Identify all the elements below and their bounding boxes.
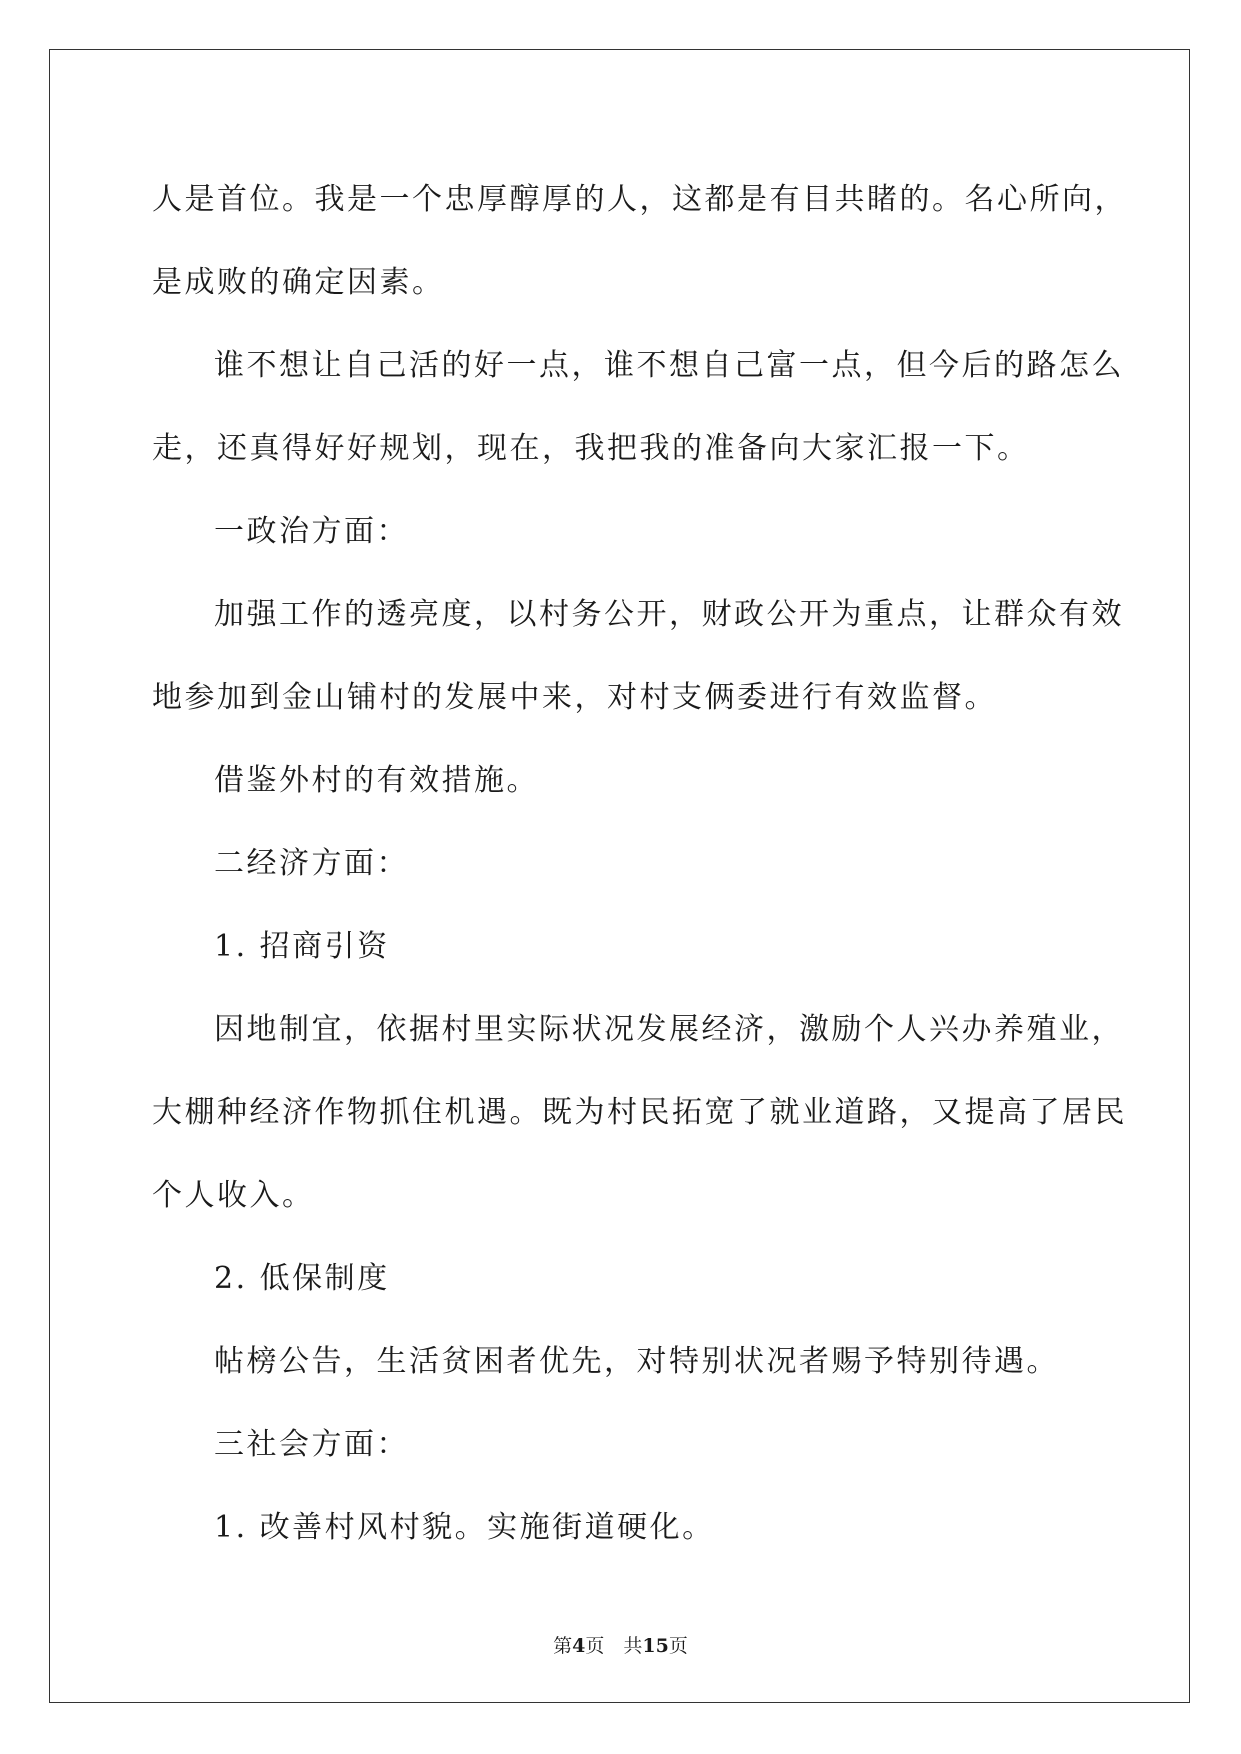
page-current: 4 bbox=[572, 1635, 586, 1657]
document-body bbox=[152, 158, 1127, 1569]
page-suffix: 页 bbox=[668, 1635, 688, 1657]
text-line: 个人收入。 bbox=[152, 1178, 315, 1213]
page-footer bbox=[0, 1634, 1241, 1658]
text-line: 是成败的确定因素。 bbox=[152, 265, 445, 300]
page-mid: 页 共 bbox=[585, 1635, 643, 1657]
text-line: 谁不想让自己活的好一点，谁不想自己富一点，但今后的路怎么 bbox=[214, 348, 1124, 383]
text-line: 加强工作的透亮度，以村务公开，财政公开为重点，让群众有效 bbox=[214, 597, 1124, 632]
section-heading: 一政治方面： bbox=[214, 514, 409, 549]
section-heading: 二经济方面： bbox=[214, 846, 409, 881]
text-line: 大棚种经济作物抓住机遇。既为村民拓宽了就业道路，又提高了居民 bbox=[152, 1095, 1127, 1130]
text-line: 因地制宜，依据村里实际状况发展经济，激励个人兴办养殖业， bbox=[214, 1012, 1124, 1047]
page-total: 15 bbox=[642, 1635, 669, 1657]
text-line: 帖榜公告，生活贫困者优先，对特别状况者赐予特别待遇。 bbox=[214, 1344, 1059, 1379]
subsection-heading: 2. 低保制度 bbox=[214, 1261, 390, 1296]
subsection-heading: 1. 招商引资 bbox=[214, 929, 390, 964]
text-line: 人是首位。我是一个忠厚醇厚的人，这都是有目共睹的。名心所向， bbox=[152, 182, 1127, 217]
text-line: 地参加到金山铺村的发展中来，对村支俩委进行有效监督。 bbox=[152, 680, 997, 715]
page-prefix: 第 bbox=[553, 1635, 573, 1657]
text-line: 1. 改善村风村貌。实施街道硬化。 bbox=[214, 1510, 715, 1545]
text-line: 借鉴外村的有效措施。 bbox=[214, 763, 539, 798]
text-line: 走，还真得好好规划，现在，我把我的准备向大家汇报一下。 bbox=[152, 431, 1030, 466]
section-heading: 三社会方面： bbox=[214, 1427, 409, 1462]
